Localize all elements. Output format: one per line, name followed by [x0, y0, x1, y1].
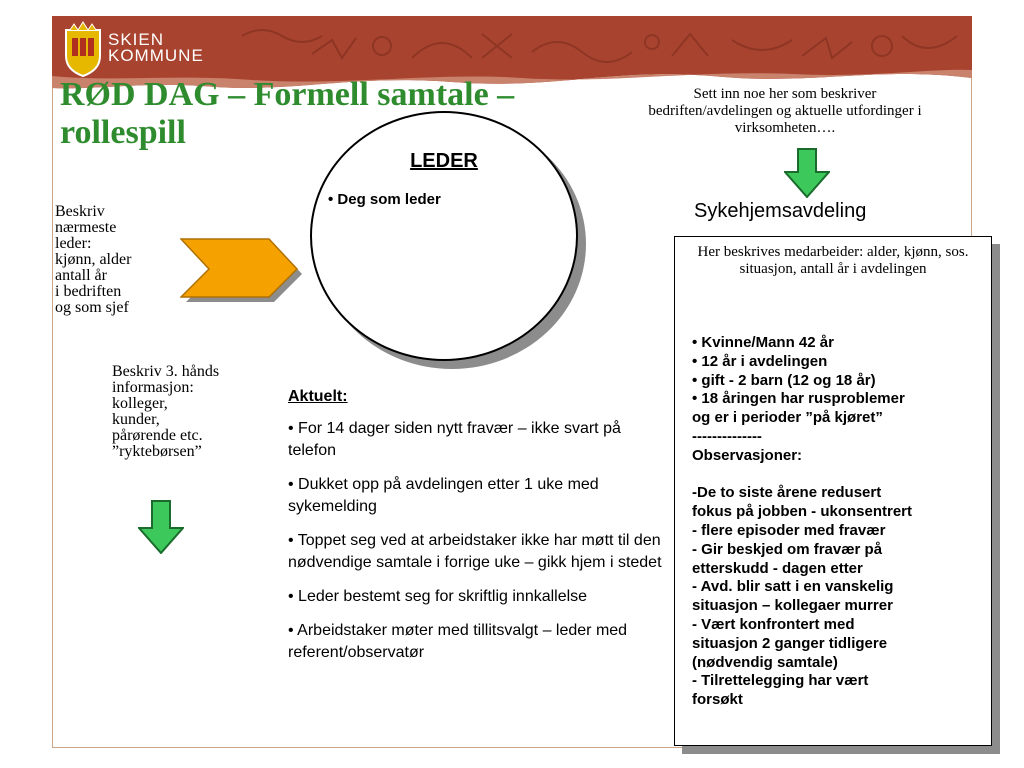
- current-situation-item: • Dukket opp på avdelingen etter 1 uke med sykemelding: [288, 476, 599, 515]
- info-note-line: Beskriv 3. hånds: [112, 363, 220, 380]
- employee-detail-line: - Tilrettelegging har vært: [692, 672, 869, 690]
- employee-detail-line: forsøkt: [692, 691, 743, 709]
- employee-detail-line: • Kvinne/Mann 42 år: [692, 334, 834, 351]
- employee-detail-line: - Vært konfrontert med: [692, 615, 855, 633]
- municipality-logo-text: [108, 32, 204, 64]
- employee-detail-line: • 18 åringen har rusproblemer: [692, 390, 905, 408]
- employee-detail-spacer: [692, 466, 992, 485]
- employee-detail-line: --------------: [692, 427, 762, 445]
- leader-note-line: nærmeste: [55, 219, 117, 236]
- leader-title: LEDER: [410, 150, 478, 172]
- employee-description-note: Her beskrives medarbeider: alder, kjønn, sos. situasjon, antall år i avdelingen: [697, 244, 969, 277]
- employee-detail-line: (nødvendig samtale): [692, 653, 838, 671]
- employee-detail-line: Observasjoner:: [692, 446, 803, 464]
- leader-note-line: leder:: [55, 235, 92, 252]
- info-note-line: kolleger,: [112, 395, 168, 412]
- leader-note-line: og som sjef: [55, 299, 129, 316]
- leader-item: • Deg som leder: [328, 191, 441, 208]
- info-note-line: kunder,: [112, 411, 160, 428]
- employee-details-list: [692, 334, 992, 710]
- current-situation-section: [288, 386, 668, 676]
- leader-circle: [310, 111, 578, 361]
- current-situation-item: • Arbeidstaker møter med tillitsvalgt – leder med referent/observatør: [288, 622, 628, 661]
- employee-detail-line: • 12 år i avdelingen: [692, 352, 828, 370]
- department-name: Sykehjemsavdeling: [694, 200, 867, 222]
- right-arrow-orange-icon: [180, 238, 306, 304]
- employee-detail-line: - Gir beskjed om fravær på: [692, 540, 883, 558]
- leader-description-note: [55, 204, 185, 316]
- employee-detail-line: -De to siste årene redusert: [692, 484, 882, 502]
- employee-detail-line: • gift - 2 barn (12 og 18 år): [692, 371, 876, 389]
- third-party-info-note: [112, 364, 262, 460]
- employee-detail-line: situasjon – kollegaer murrer: [692, 597, 893, 615]
- employee-detail-line: - flere episoder med fravær: [692, 521, 886, 539]
- logo-line-1: SKIEN: [108, 30, 165, 49]
- employee-detail-line: situasjon 2 ganger tidligere: [692, 634, 888, 652]
- info-note-line: pårørende etc.: [112, 427, 203, 444]
- leader-note-line: kjønn, alder: [55, 251, 132, 268]
- leader-note-line: Beskriv: [55, 203, 105, 220]
- company-description-note: Sett inn noe her som beskriver bedriften/avdelingen og aktuelle utfordinger i virksomheten….: [648, 86, 922, 136]
- info-note-line: informasjon:: [112, 379, 194, 396]
- current-situation-item: • For 14 dager siden nytt fravær – ikke svart på telefon: [288, 420, 621, 459]
- coat-of-arms-icon: [66, 22, 100, 76]
- employee-detail-line: etterskudd - dagen etter: [692, 559, 863, 577]
- employee-detail-line: - Avd. blir satt i en vanskelig: [692, 578, 894, 596]
- current-situation-heading: Aktuelt:: [288, 388, 348, 405]
- logo-line-2: KOMMUNE: [108, 46, 204, 65]
- down-arrow-green-right-icon: [784, 148, 830, 198]
- down-arrow-green-left-icon: [138, 500, 184, 554]
- leader-note-line: i bedriften: [55, 283, 122, 300]
- employee-detail-line: fokus på jobben - ukonsentrert: [692, 503, 913, 521]
- current-situation-item: • Leder bestemt seg for skriftlig innkallelse: [288, 588, 588, 605]
- info-note-line: ”ryktebørsen”: [112, 443, 202, 460]
- leader-note-line: antall år: [55, 267, 107, 284]
- employee-detail-line: og er i perioder ”på kjøret”: [692, 409, 883, 427]
- slide-title: RØD DAG – Formell samtale – rollespill: [60, 76, 515, 151]
- current-situation-item: • Toppet seg ved at arbeidstaker ikke har møtt til den nødvendige samtale i forrige uke – gikk hjem i stedet: [288, 532, 662, 571]
